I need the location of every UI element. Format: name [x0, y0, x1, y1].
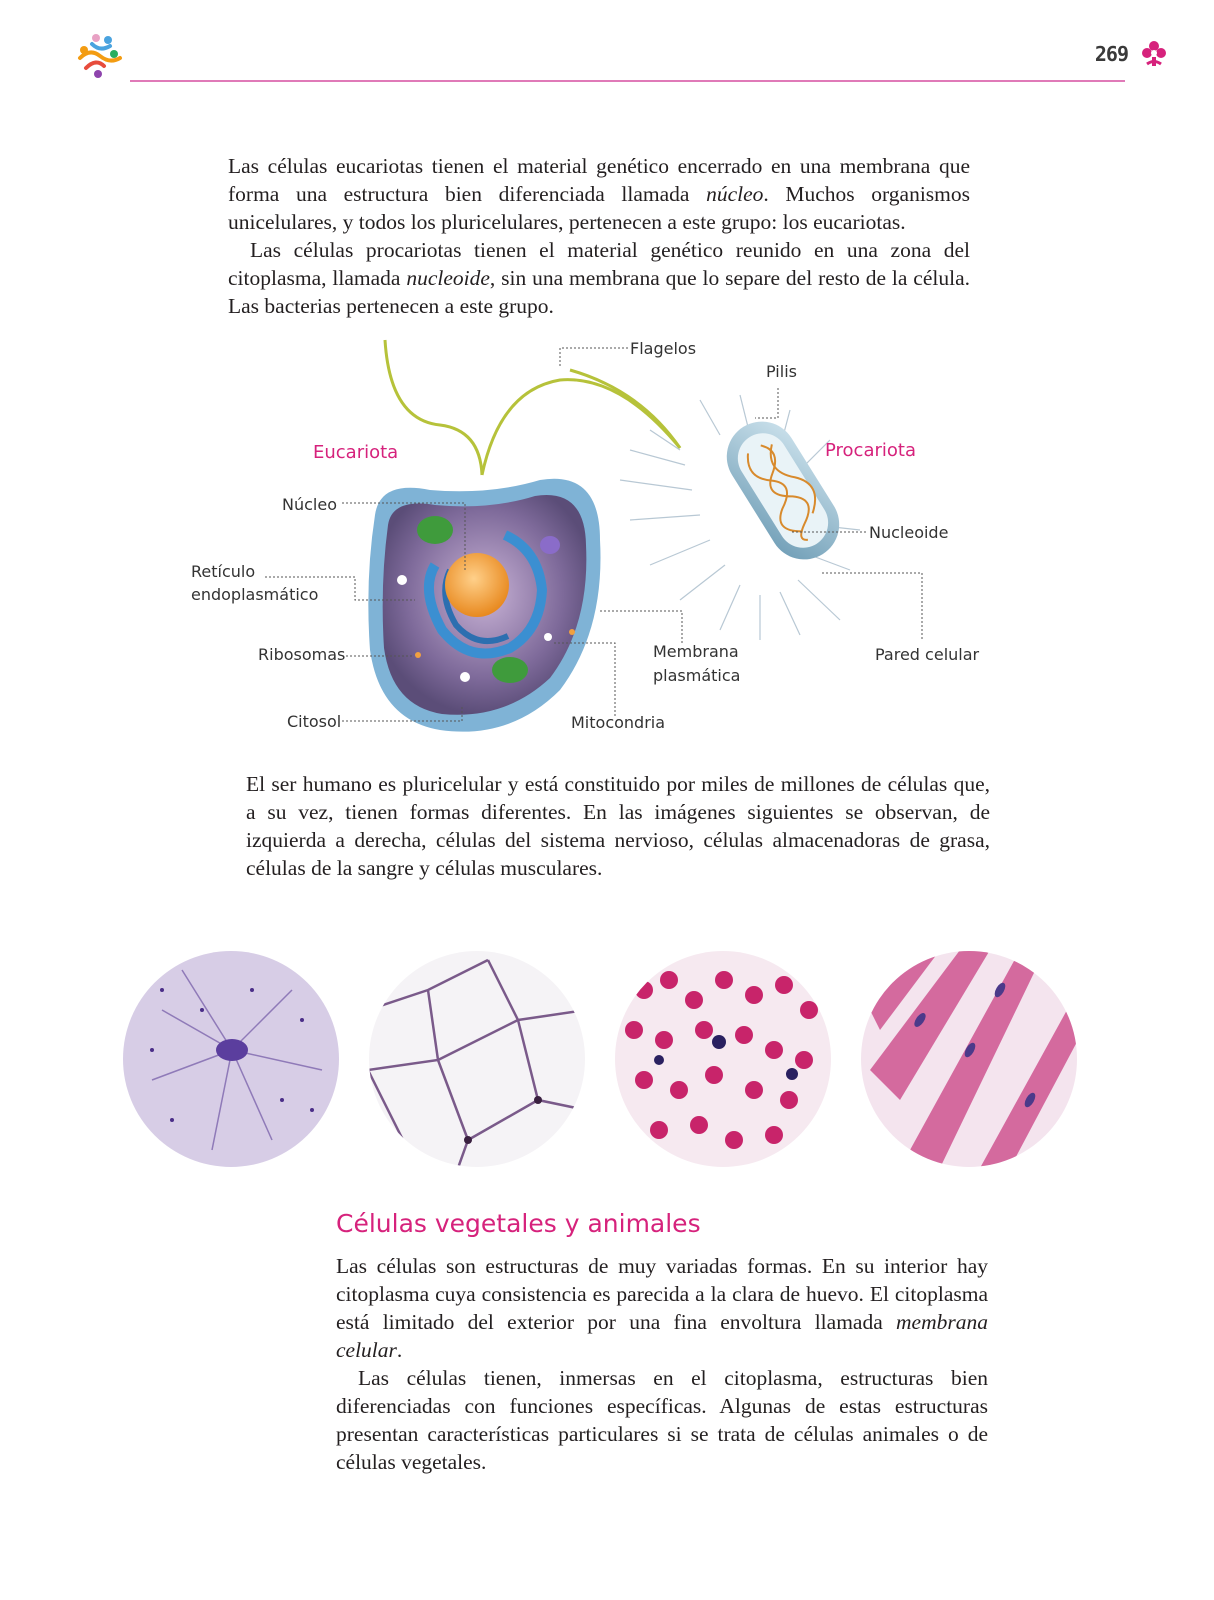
label-mitocondria: Mitocondria	[571, 713, 666, 732]
section-paragraph-1: Las células son estructuras de muy variadas formas. En su interior hay citoplasma cuya consistencia es parecida a la clara de huevo. El citoplasma está limitado del exterior por una fina envoltura llamada membrana celular.	[336, 1254, 988, 1362]
section-paragraph-2: Las células tienen, inmersas en el citoplasma, estructuras bien diferenciadas con funciones específicas. Algunas de estas estructuras presentan características particulares si se trata de células animales o de células vegetales.	[336, 1366, 988, 1474]
label-reticulo-2: endoplasmático	[191, 585, 319, 604]
label-reticulo-1: Retículo	[191, 562, 256, 581]
label-membrana-2: plasmática	[653, 666, 741, 685]
colorful-figures-logo-icon	[70, 30, 126, 86]
human-cells-paragraph: El ser humano es pluricelular y está constituido por miles de millones de células que, a su vez, tienen formas diferentes. En las imágenes siguientes se observan, de izquierda a derecha, células del sistema nervioso, células almacenadoras de grasa, células de la sangre y células musculares.	[246, 772, 990, 880]
label-nucleo: Núcleo	[282, 495, 337, 514]
label-ribosomas: Ribosomas	[258, 645, 346, 664]
intro-paragraph-procariotas: Las células procariotas tienen el material genético reunido en una zona del citoplasma, llamada nucleoide, sin una membrana que lo separe del resto de la célula. Las bacterias pertenecen a este grupo.	[228, 238, 970, 318]
label-pilis: Pilis	[766, 362, 797, 381]
section-title: Células vegetales y animales	[336, 1209, 701, 1238]
page-number: 269	[1094, 42, 1128, 66]
label-nucleoide: Nucleoide	[869, 523, 949, 542]
procariota-title: Procariota	[825, 440, 916, 461]
muscle-cells-micrograph	[860, 950, 1078, 1168]
label-pared-celular: Pared celular	[875, 645, 980, 664]
nerve-cells-micrograph	[122, 950, 340, 1168]
blood-cells-micrograph	[614, 950, 832, 1168]
cell-types-diagram	[180, 330, 1000, 750]
intro-paragraph-eucariotas: Las células eucariotas tienen el material genético encerrado en una membrana que forma una estructura bien diferenciada llamada núcleo. Muchos organismos unicelulares, y todos los pluricelulares, pertenecen a este grupo: los eucariotas.	[228, 154, 970, 234]
header-rule	[130, 80, 1125, 82]
prokaryotic-cell-illustration	[620, 395, 860, 640]
flagella-lines	[385, 340, 680, 475]
fat-cells-micrograph	[368, 950, 586, 1168]
label-citosol: Citosol	[287, 712, 342, 731]
label-flagelos: Flagelos	[630, 339, 697, 358]
label-membrana-1: Membrana	[653, 642, 739, 661]
eucariota-title: Eucariota	[313, 442, 399, 463]
eukaryotic-cell-illustration	[368, 479, 600, 732]
pink-flower-icon	[1141, 40, 1167, 68]
